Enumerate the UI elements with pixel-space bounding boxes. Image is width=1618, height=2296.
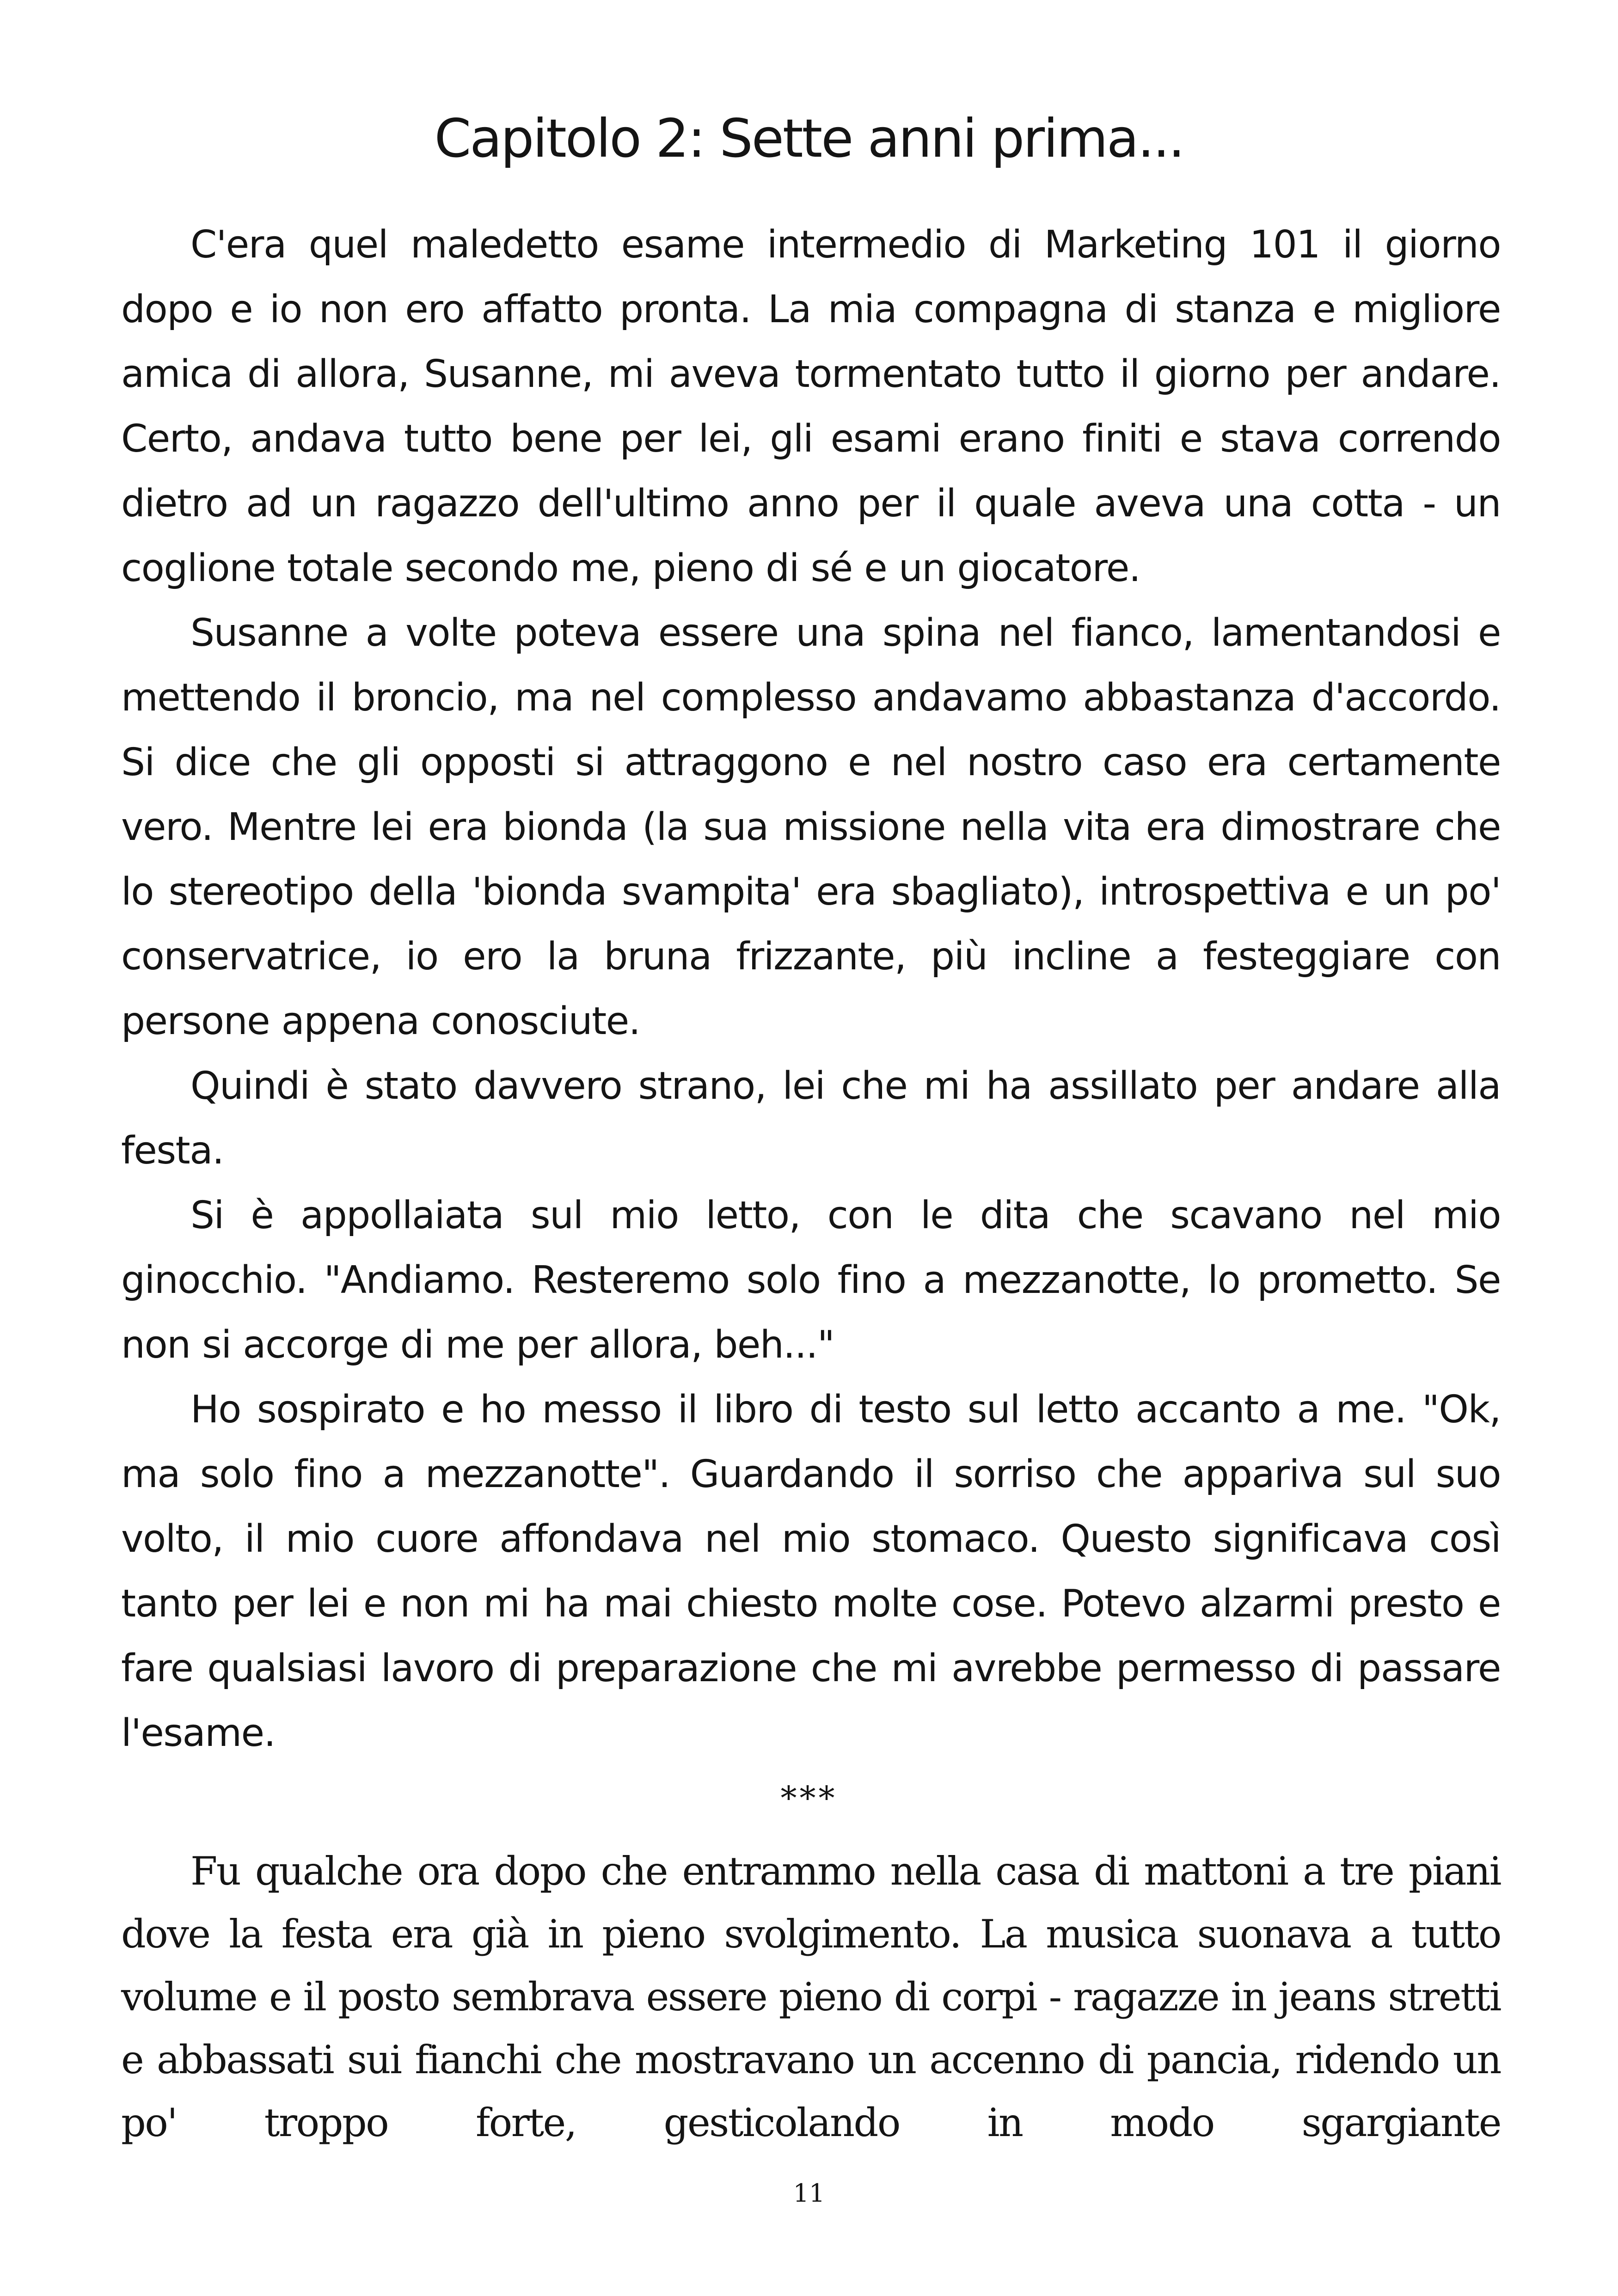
body-text-section-2 — [121, 1840, 1501, 2154]
body-text-section-1 — [121, 213, 1501, 1766]
scene-break-separator: *** — [780, 1779, 838, 1817]
page-number: 11 — [793, 2179, 825, 2208]
paragraph: Si è appollaiata sul mio letto, con le dita che scavano nel mio ginocchio. "Andiamo. Resteremo solo fino a mezzanotte, lo prometto. Se non si accorge di me per allora, beh..." — [121, 1194, 1501, 1367]
paragraph: C'era quel maledetto esame intermedio di Marketing 101 il giorno dopo e io non ero affatto pronta. La mia compagna di stanza e migliore amica di allora, Susanne, mi aveva tormentato tutto il giorno per andare. Certo, andava tutto bene per lei, gli esami erano finiti e stava correndo dietro ad un ragazzo dell'ultimo anno per il quale aveva una cotta - un coglione totale secondo me, pieno di sé e un giocatore. — [121, 223, 1501, 590]
paragraph: Ho sospirato e ho messo il libro di testo sul letto accanto a me. "Ok, ma solo fino a mezzanotte". Guardando il sorriso che appariva sul suo volto, il mio cuore affondava nel mio stomaco. Questo significava così tanto per lei e non mi ha mai chiesto molte cose. Potevo alzarmi presto e fare qualsiasi lavoro di preparazione che mi avrebbe permesso di passare l'esame. — [121, 1388, 1501, 1755]
paragraph: Quindi è stato davvero strano, lei che mi ha assillato per andare alla festa. — [121, 1064, 1501, 1173]
chapter-title: Capitolo 2: Sette anni prima... — [434, 108, 1184, 169]
paragraph: Fu qualche ora dopo che entrammo nella casa di mattoni a tre piani dove la festa era già in pieno svolgimento. La musica suonava a tutto volume e il posto sembrava essere pieno di corpi - ragazze in jeans stretti e abbassati sui fianchi che mostravano un accenno di pancia, ridendo un po' troppo forte, gesticolando in modo sgargiante — [121, 1849, 1501, 2145]
paragraph: Susanne a volte poteva essere una spina nel fianco, lamentandosi e mettendo il broncio, ma nel complesso andavamo abbastanza d'accordo. Si dice che gli opposti si attraggono e nel nostro caso era certamente vero. Mentre lei era bionda (la sua missione nella vita era dimostrare che lo stereotipo della 'bionda svampita' era sbagliato), introspettiva e un po' conservatrice, io ero la bruna frizzante, più incline a festeggiare con persone appena conosciute. — [121, 611, 1501, 1043]
